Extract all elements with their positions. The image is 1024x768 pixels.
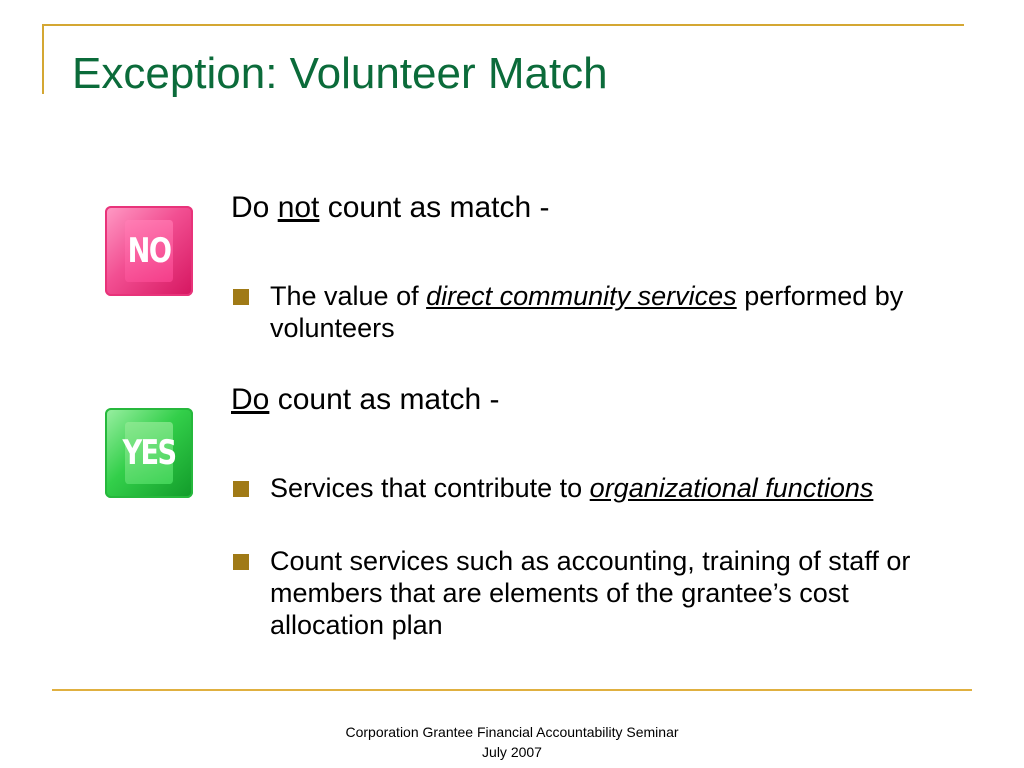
frame-top-rule bbox=[42, 24, 964, 26]
no-heading-emph: not bbox=[277, 191, 320, 224]
yes-heading-suffix: count as match - bbox=[269, 383, 500, 416]
footer bbox=[0, 722, 1024, 762]
no-heading-prefix: Do bbox=[231, 191, 278, 224]
yes-icon-label: YES bbox=[125, 422, 173, 484]
footer-line-1: Corporation Grantee Financial Accountability Seminar bbox=[345, 724, 679, 740]
slide-title: Exception: Volunteer Match bbox=[72, 49, 608, 98]
no-heading-suffix: count as match - bbox=[319, 191, 550, 224]
bullet-text: The value of bbox=[270, 281, 427, 311]
bullet-text: Services that contribute to bbox=[270, 473, 590, 503]
bullet-emph: organizational functions bbox=[589, 473, 874, 503]
bullet-square-icon bbox=[233, 554, 249, 570]
bullet-emph: direct community services bbox=[426, 281, 737, 311]
bullet-text: performed by volunteers bbox=[270, 281, 904, 343]
bullet-text: Count services such as accounting, training of staff or members that are elements of the grantee’s cost allocation plan bbox=[270, 546, 911, 640]
no-icon-label: NO bbox=[125, 220, 173, 282]
no-heading bbox=[231, 191, 550, 225]
footer-line-2: July 2007 bbox=[482, 744, 542, 760]
footer-rule bbox=[52, 689, 972, 691]
no-icon bbox=[105, 206, 193, 296]
yes-icon bbox=[105, 408, 193, 498]
list-item bbox=[233, 545, 943, 641]
list-item bbox=[233, 472, 943, 504]
yes-heading bbox=[231, 383, 499, 417]
list-item bbox=[233, 280, 943, 344]
frame-left-rule bbox=[42, 24, 44, 94]
bullet-square-icon bbox=[233, 289, 249, 305]
yes-heading-emph: Do bbox=[231, 383, 270, 416]
bullet-square-icon bbox=[233, 481, 249, 497]
